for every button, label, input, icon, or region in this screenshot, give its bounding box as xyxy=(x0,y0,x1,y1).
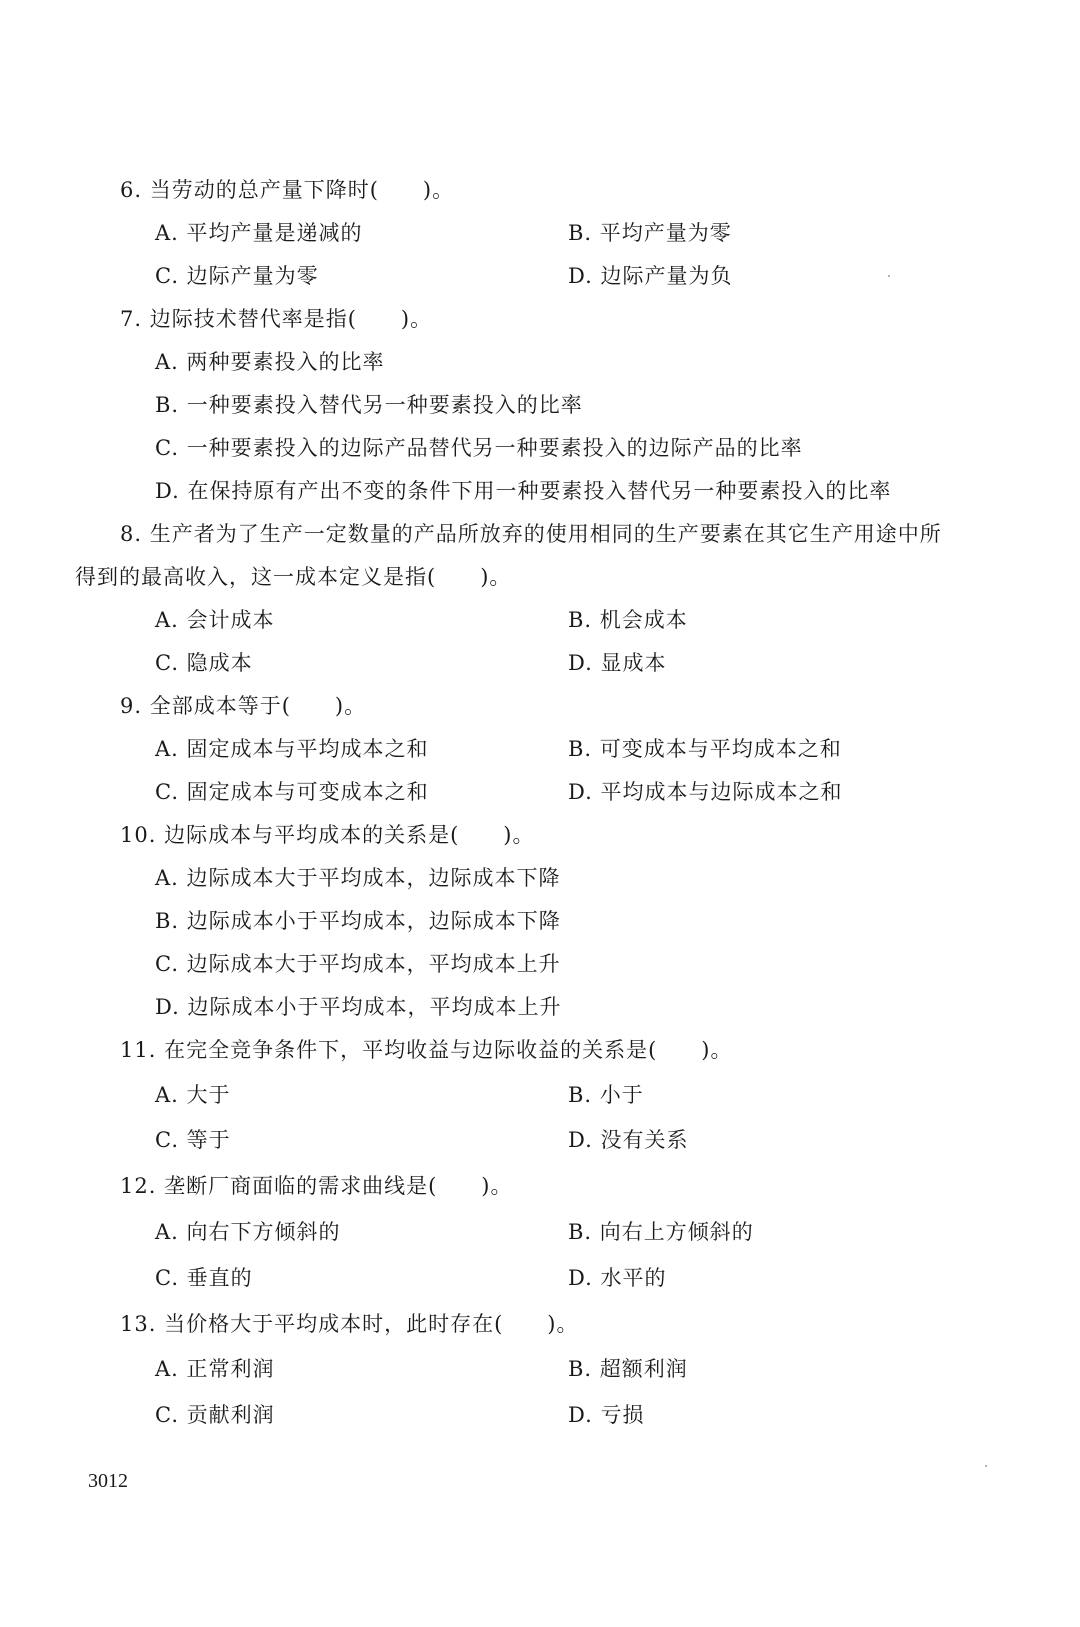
question-9-option-a: A. 固定成本与平均成本之和 xyxy=(155,737,429,761)
question-10-option-d: D. 边际成本小于平均成本，平均成本上升 xyxy=(155,995,562,1019)
question-9-option-b: B. 可变成本与平均成本之和 xyxy=(568,737,842,761)
question-12-option-c: C. 垂直的 xyxy=(155,1266,253,1290)
question-8-stem: 8. 生产者为了生产一定数量的产品所放弃的使用相同的生产要素在其它生产用途中所 xyxy=(120,522,942,546)
question-8-option-d: D. 显成本 xyxy=(568,651,667,675)
question-8-option-b: B. 机会成本 xyxy=(568,608,688,632)
question-11-option-a: A. 大于 xyxy=(155,1083,231,1107)
question-10-option-b: B. 边际成本小于平均成本，边际成本下降 xyxy=(155,909,561,933)
question-6-option-b: B. 平均产量为零 xyxy=(568,221,732,245)
question-11-option-b: B. 小于 xyxy=(568,1083,644,1107)
question-7-option-b: B. 一种要素投入替代另一种要素投入的比率 xyxy=(155,393,583,417)
page-number: 3012 xyxy=(88,1470,128,1492)
question-12-stem: 12. 垄断厂商面临的需求曲线是( )。 xyxy=(120,1174,513,1198)
question-9-option-c: C. 固定成本与可变成本之和 xyxy=(155,780,429,804)
question-13-stem: 13. 当价格大于平均成本时，此时存在( )。 xyxy=(120,1312,579,1336)
question-13-option-c: C. 贡献利润 xyxy=(155,1403,275,1427)
question-8-option-c: C. 隐成本 xyxy=(155,651,253,675)
question-9-stem: 9. 全部成本等于( )。 xyxy=(120,694,367,718)
question-11-stem: 11. 在完全竞争条件下，平均收益与边际收益的关系是( )。 xyxy=(120,1038,733,1062)
question-12-option-b: B. 向右上方倾斜的 xyxy=(568,1220,754,1244)
scan-speck xyxy=(888,275,890,277)
question-8-option-a: A. 会计成本 xyxy=(155,608,275,632)
question-7-option-c: C. 一种要素投入的边际产品替代另一种要素投入的边际产品的比率 xyxy=(155,436,803,460)
question-13-option-a: A. 正常利润 xyxy=(155,1357,275,1381)
question-9-option-d: D. 平均成本与边际成本之和 xyxy=(568,780,843,804)
question-11-option-c: C. 等于 xyxy=(155,1128,231,1152)
question-13-option-d: D. 亏损 xyxy=(568,1403,645,1427)
scan-speck xyxy=(985,1465,987,1467)
question-7-stem: 7. 边际技术替代率是指( )。 xyxy=(120,307,433,331)
question-10-stem: 10. 边际成本与平均成本的关系是( )。 xyxy=(120,823,535,847)
question-6-option-d: D. 边际产量为负 xyxy=(568,264,733,288)
question-6-option-a: A. 平均产量是递减的 xyxy=(155,221,363,245)
question-10-option-a: A. 边际成本大于平均成本，边际成本下降 xyxy=(155,866,561,890)
question-10-option-c: C. 边际成本大于平均成本，平均成本上升 xyxy=(155,952,561,976)
question-7-option-a: A. 两种要素投入的比率 xyxy=(155,350,385,374)
question-12-option-d: D. 水平的 xyxy=(568,1266,667,1290)
question-12-option-a: A. 向右下方倾斜的 xyxy=(155,1220,341,1244)
question-11-option-d: D. 没有关系 xyxy=(568,1128,689,1152)
question-8-stem-continued: 得到的最高收入，这一成本定义是指( )。 xyxy=(75,565,512,589)
question-13-option-b: B. 超额利润 xyxy=(568,1357,688,1381)
question-7-option-d: D. 在保持原有产出不变的条件下用一种要素投入替代另一种要素投入的比率 xyxy=(155,479,892,503)
question-6-option-c: C. 边际产量为零 xyxy=(155,264,319,288)
question-6-stem: 6. 当劳动的总产量下降时( )。 xyxy=(120,178,455,202)
